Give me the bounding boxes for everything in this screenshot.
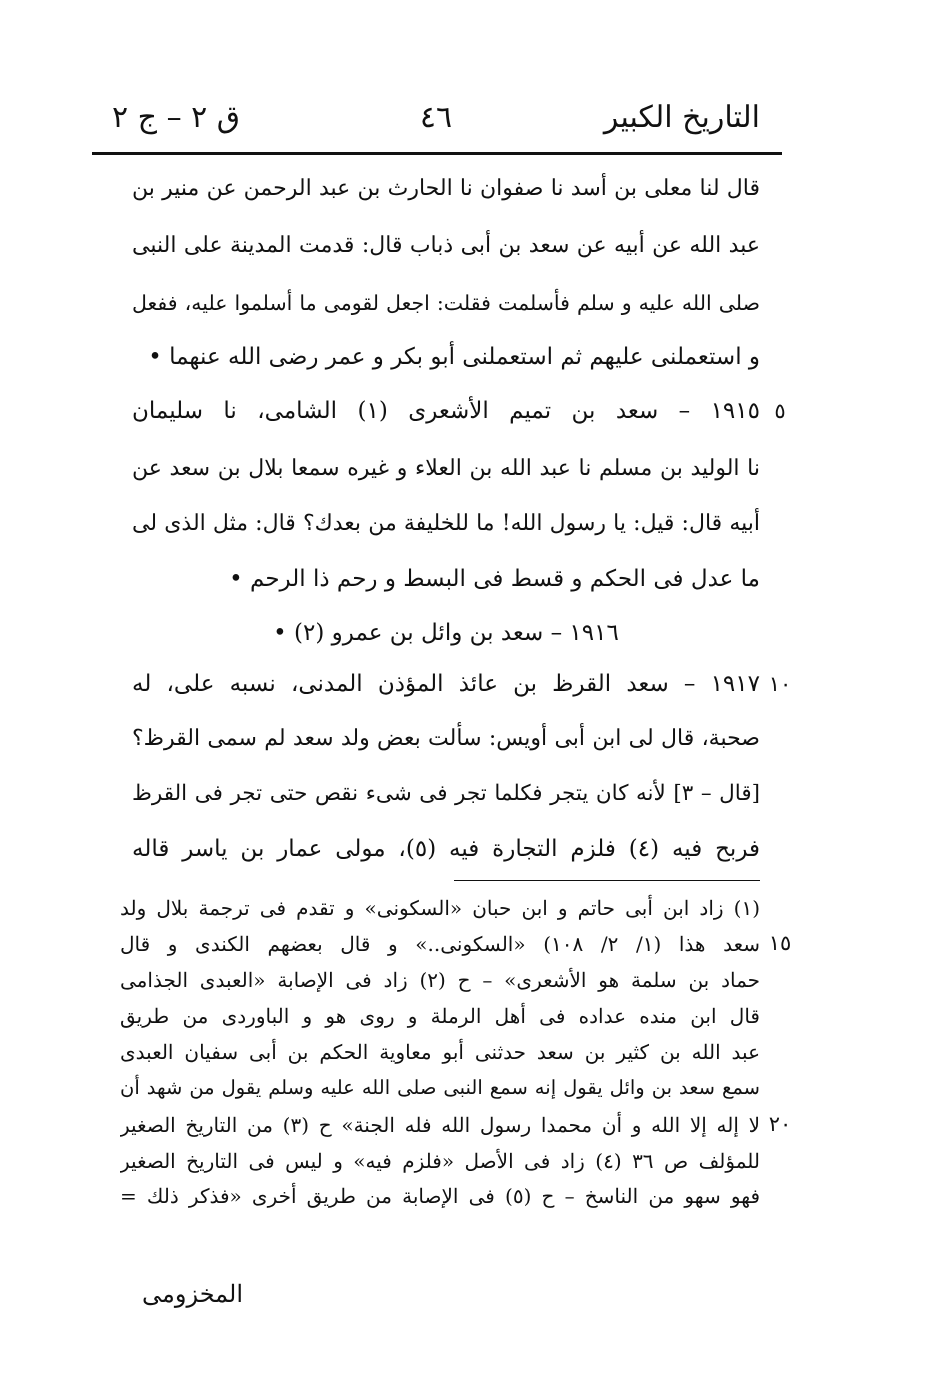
body-line: صلى الله عليه و سلم فأسلمت فقلت: اجعل لقومى ما أسلموا عليه، ففعل xyxy=(132,291,760,315)
body-line: ١٩١٦ – سعد بن وائل بن عمرو (٢) • xyxy=(273,620,619,646)
header-rule xyxy=(92,152,782,155)
footnote-line: (١) زاد ابن أبى حاتم و ابن حبان «السكونى» و تقدم فى ترجمة بلال ولد xyxy=(120,896,760,920)
footnote-line: حماد بن سلمة هو الأشعرى» – ح (٢) زاد فى الإصابة «العبدى الجذامى xyxy=(120,968,760,992)
body-line: فربح فيه (٤) فلزم التجارة فيه (٥)، مولى عمار بن ياسر قاله xyxy=(132,836,760,862)
footnote-rule xyxy=(454,880,760,881)
footnote-line: للمؤلف ص ٣٦ (٤) زاد فى الأصل «فلزم فيه» و ليس فى التاريخ الصغير xyxy=(120,1149,760,1173)
running-header xyxy=(112,100,760,150)
footnote-line: قال ابن منده عداده فى أهل الرملة و روى هو و الباوردى من طريق xyxy=(120,1004,760,1028)
body-line: صحبة، قال لى ابن أبى أويس: سألت بعض ولد سعد لم سمى القرظ؟ xyxy=(132,726,760,751)
body-line: و استعملنى عليهم ثم استعملنى أبو بكر و عمر رضى الله عنهما • xyxy=(148,344,760,370)
body-line: ما عدل فى الحكم و قسط فى البسط و رحم ذا الرحم • xyxy=(229,566,760,592)
page-number: ٤٦ xyxy=(419,100,453,135)
footnote-line: سعد هذا (١/ ٢/ ١٠٨) «السكونى..» و قال بعضهم الكندى و قال xyxy=(120,932,760,956)
book-title: التاريخ الكبير xyxy=(603,100,760,135)
line-number: ٢٠ xyxy=(768,1112,792,1136)
footnote-line: لا إله إلا الله و أن محمدا رسول الله فله الجنة» ح (٣) من التاريخ الصغير xyxy=(120,1113,760,1137)
body-line: [قال – ٣] لأنه كان يتجر فكلما تجر فى شىء نقص حتى تجر فى القرظ xyxy=(132,781,760,806)
body-line: عبد الله عن أبيه عن سعد بن أبى ذباب قال: قدمت المدينة على النبى xyxy=(132,233,760,258)
line-number: ٥ xyxy=(774,399,786,423)
volume-part: ق ٢ – ج ٢ xyxy=(112,100,241,135)
body-line: قال لنا معلى بن أسد نا صفوان نا الحارث بن عبد الرحمن عن منير بن xyxy=(132,176,760,201)
body-line: ١٩١٥ – سعد بن تميم الأشعرى (١) الشامى، نا سليمان xyxy=(132,398,760,424)
footnote-line: فهو سهو من الناسخ – ح (٥) فى الإصابة من طريق أخرى «فذكر ذلك = xyxy=(120,1184,760,1208)
line-number: ١٥ xyxy=(768,931,792,955)
footnote-line: سمع سعد بن وائل يقول إنه سمع النبى صلى الله عليه وسلم يقول من شهد أن xyxy=(120,1076,760,1099)
catchword: المخزومى xyxy=(142,1280,244,1308)
body-line: ١٩١٧ – سعد القرظ بن عائذ المؤذن المدنى، نسبه على، له xyxy=(132,671,760,697)
footnote-line: عبد الله بن كثير بن سعد حدثنى أبو معاوية الحكم بن أبى سفيان العبدى xyxy=(120,1040,760,1064)
line-number: ١٠ xyxy=(768,672,792,696)
body-line: أبيه قال: قيل: يا رسول الله! ما للخليفة من بعدك؟ قال: مثل الذى لى xyxy=(132,511,760,536)
body-line: نا الوليد بن مسلم نا عبد الله بن العلاء و غيره سمعا بلال بن سعد عن xyxy=(132,456,760,481)
